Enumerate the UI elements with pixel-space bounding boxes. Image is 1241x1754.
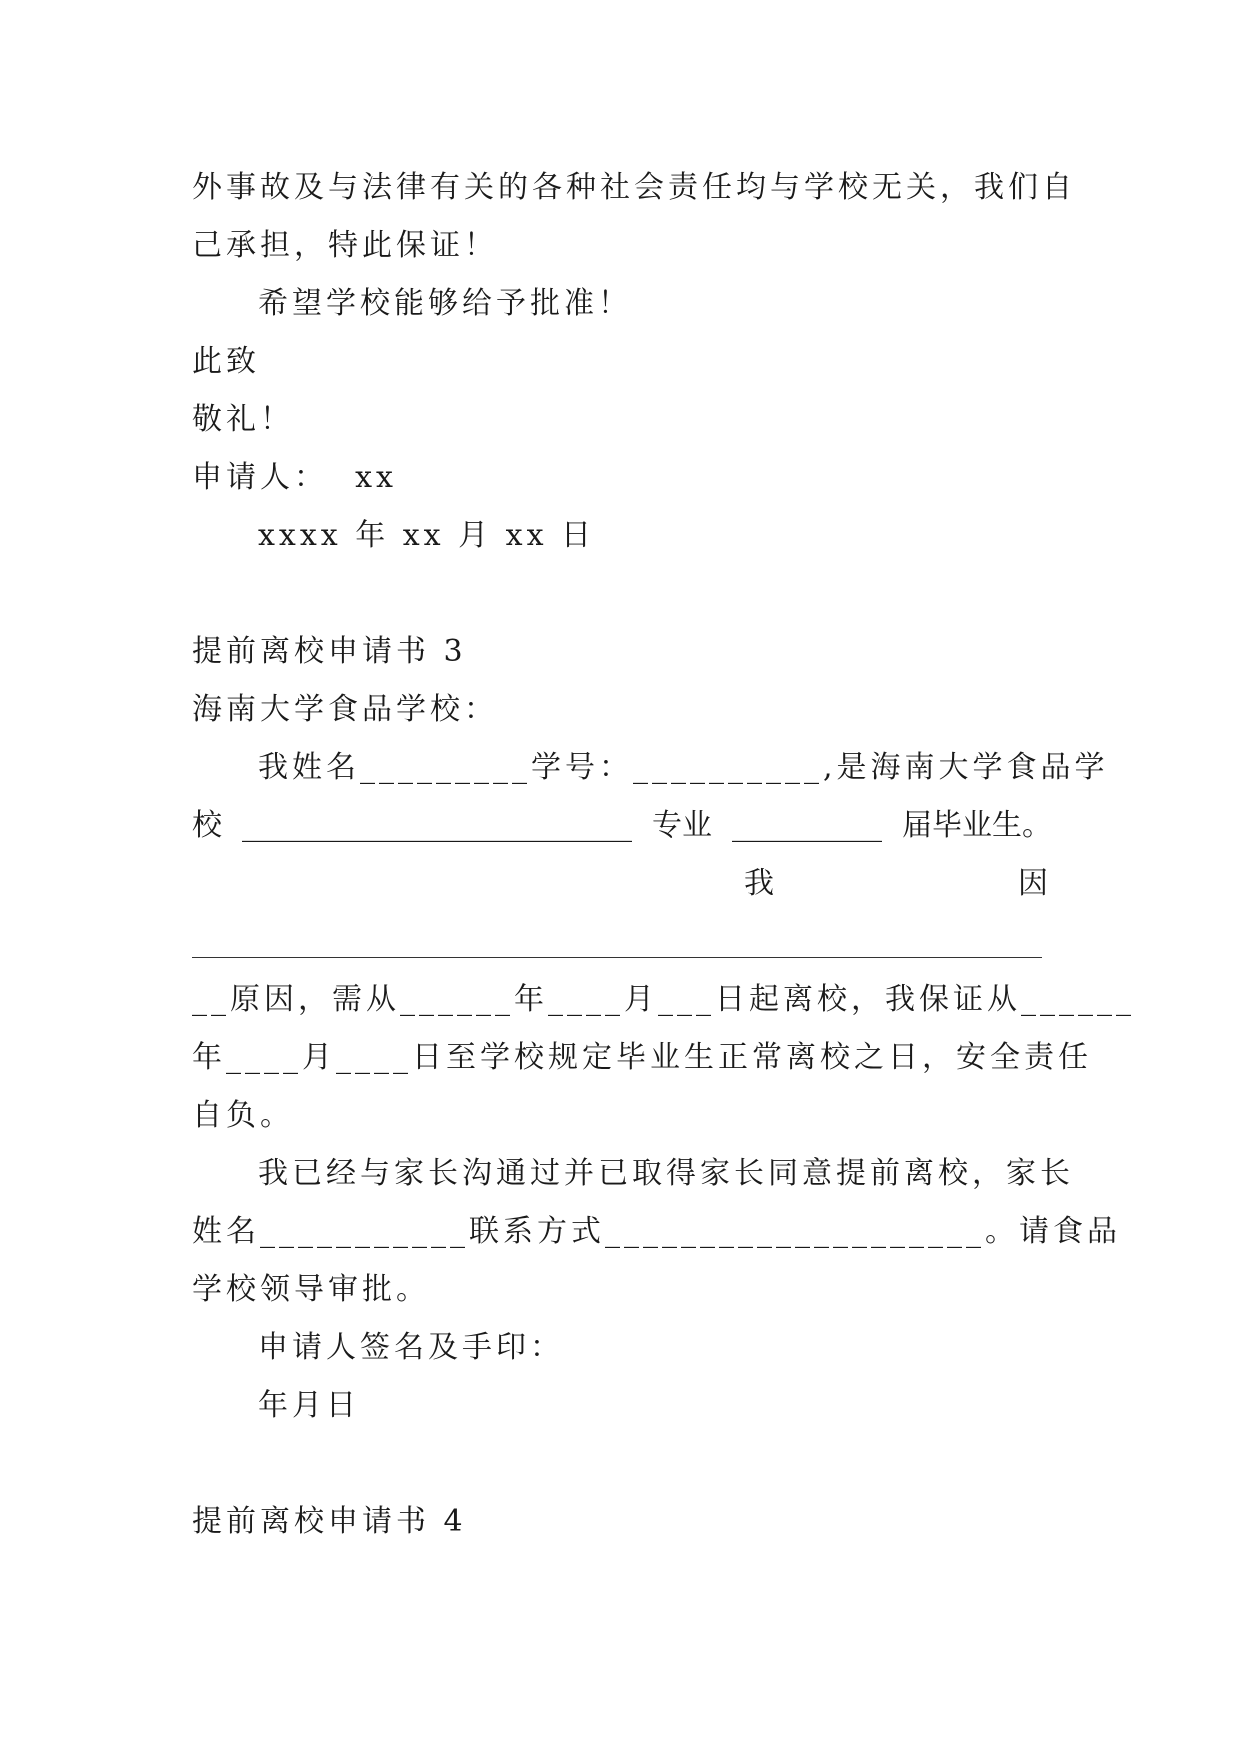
signature-line: 申请人签名及手印：: [258, 1330, 564, 1365]
section-title: 提前离校申请书 4: [192, 1504, 467, 1539]
body-text-line: 希望学校能够给予批准！: [258, 286, 632, 321]
text-segment: 届毕业生。: [902, 808, 1052, 843]
body-text-line: 己承担，特此保证！: [192, 228, 498, 263]
body-text-line: 年____月____日至学校规定毕业生正常离校之日，安全责任: [192, 1040, 1092, 1075]
salutation-line: 此致: [192, 344, 260, 379]
body-text-line: 姓名___________联系方式____________________。请食品: [192, 1214, 1121, 1249]
salutation-line: 敬礼！: [192, 402, 294, 437]
blank-field: __________________________: [242, 808, 632, 843]
addressee-line: 海南大学食品学校：: [192, 692, 498, 727]
date-line: xxxx 年 xx 月 xx 日: [258, 518, 596, 553]
blank-field: __________: [732, 808, 882, 843]
blank-underline: [192, 957, 1042, 958]
body-text-line: [192, 806, 1052, 846]
body-text-line: 我已经与家长沟通过并已取得家长同意提前离校，家长: [258, 1156, 1074, 1191]
body-text-line: 学校领导审批。: [192, 1272, 430, 1307]
body-text-line: 外事故及与法律有关的各种社会责任均与学校无关，我们自: [192, 170, 1076, 205]
text-segment: 专业: [652, 808, 712, 843]
body-text-word: 我: [744, 866, 778, 901]
body-text-line: 自负。: [192, 1098, 294, 1133]
body-text-word: 因: [1018, 866, 1052, 901]
section-title: 提前离校申请书 3: [192, 634, 467, 669]
body-text-line: 我姓名_________学号：__________,是海南大学食品学: [258, 750, 1109, 785]
text-segment: 校: [192, 808, 222, 843]
date-line: 年月日: [258, 1388, 360, 1423]
body-text-line: __原因，需从______年____月___日起离校，我保证从______: [192, 982, 1135, 1017]
applicant-line: 申请人： xx: [192, 460, 397, 495]
